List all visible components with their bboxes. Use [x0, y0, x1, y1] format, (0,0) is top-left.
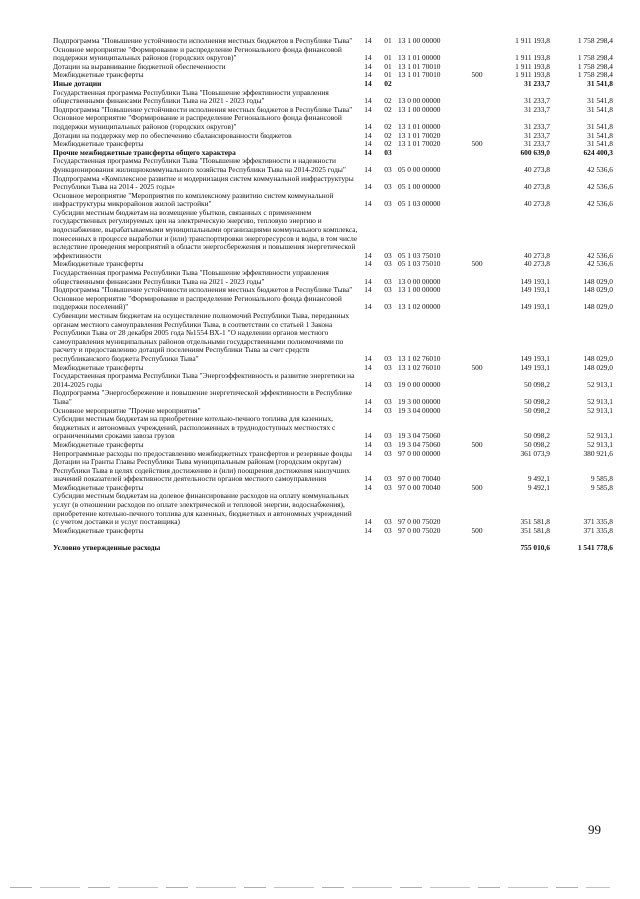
- subsection-code-cell: 01: [384, 53, 392, 63]
- total-row: [53, 544, 613, 553]
- section-code-cell: 14: [364, 259, 372, 269]
- row-name-cell: Основное мероприятие "Формирование и распределение Регионального фонда финансовой поддержки муниципальных районов (городских округов)": [53, 113, 342, 131]
- expense-type-cell: [464, 37, 490, 46]
- subsection-code-cell: 03: [384, 182, 392, 192]
- expense-type-cell: 500: [471, 525, 483, 535]
- page-number: 99: [588, 822, 601, 837]
- table-row: [53, 492, 613, 526]
- table-row: [53, 458, 613, 484]
- row-name-cell: Межбюджетные трансферты: [53, 525, 144, 535]
- amount-year1-cell: 40 273,8: [524, 259, 550, 269]
- expense-type-cell: [464, 89, 490, 106]
- section-code-cell: 14: [364, 130, 372, 140]
- subsection-code-cell: 03: [384, 431, 392, 441]
- subsection-code-cell: 03: [384, 259, 392, 269]
- table-row: [53, 157, 613, 174]
- expense-type-cell: [464, 372, 490, 389]
- expense-type-cell: [464, 492, 490, 526]
- row-name-cell: Субсидии местным бюджетам на возмещение убытков, связанных с применением государственных регулируемых цен на электрическую энергию, тепловую энергию и водоснабжение, вырабатываемыми муниципальными организациями коммунального комплекса, понесенных в процессе выработки и (или) транспортировки энергоресурсов и воды, в том числе вследствие проведения мероприятий в области энергосбережения и повышения энергетической эффективности: [53, 207, 358, 260]
- section-code-cell: 14: [364, 121, 372, 131]
- amount-year2-cell: 31 541,8: [587, 78, 613, 88]
- amount-year2-cell: 9 585,8: [590, 482, 613, 492]
- target-article-cell: 05 1 03 75010: [398, 259, 441, 269]
- row-name-cell: Подпрограмма "Повышение устойчивости исполнения местных бюджетов в Республике Тыва": [53, 36, 353, 45]
- row-name-cell: Субвенции местным бюджетам на осуществление полномочий Республики Тыва, переданных органам местного самоуправления Республики Тыва, в соответствии со статьей 1 Закона Республики Тыва от 28 декабря 2005 года №1554 ВХ-1 "О наделении органов местного самоуправления муниципальных районов отдельными государственными полномочиями по расчету и предоставлению дотаций поселениям Республики Тыва за счет средств республиканского бюджета Республики Тыва": [53, 311, 350, 363]
- budget-table-body: [53, 37, 613, 553]
- amount-year2-cell: 148 029,0: [583, 353, 613, 363]
- total-row-name-cell: Условно утвержденные расходы: [53, 543, 161, 553]
- target-article-cell: 19 3 04 75060: [398, 439, 441, 449]
- section-code-cell: 14: [364, 439, 372, 449]
- section-code-cell: 14: [364, 285, 372, 295]
- amount-year2-cell: 42 536,6: [587, 199, 613, 209]
- section-code-cell: 14: [364, 474, 372, 484]
- table-row: [53, 175, 613, 192]
- target-article-cell: 13 1 01 70020: [398, 130, 441, 140]
- total-subsection-code-cell: [378, 544, 398, 553]
- target-article-cell: 13 1 01 00000: [398, 53, 441, 63]
- section-code-cell: 14: [364, 482, 372, 492]
- section-code-cell: 14: [364, 448, 372, 458]
- amount-year1-cell: 31 233,7: [524, 130, 550, 140]
- row-name-cell: Подпрограмма «Комплексное развитие и модернизация систем коммунальной инфраструктуры Республики Тыва на 2014 - 2025 годы»: [53, 173, 354, 192]
- amount-year2-cell: 148 029,0: [583, 302, 613, 312]
- amount-year2-cell: 1 758 298,4: [577, 36, 613, 45]
- subsection-code-cell: 02: [384, 96, 392, 106]
- amount-year1-cell: 40 273,8: [524, 182, 550, 192]
- amount-year2-cell: 31 541,8: [587, 104, 613, 114]
- subsection-code-cell: 02: [384, 121, 392, 131]
- amount-year2-cell: 52 913,1: [587, 405, 613, 415]
- target-article-cell: 13 1 02 76010: [398, 353, 441, 363]
- amount-year1-cell: 149 193,1: [520, 302, 550, 312]
- row-name-cell: Основное мероприятие "Мероприятия по комплексному развитию систем коммунальной инфраструктуры микрорайонов жилой застройки": [53, 190, 334, 209]
- target-article-cell: 13 1 00 00000: [398, 104, 441, 114]
- expense-type-cell: [464, 458, 490, 484]
- row-name-cell: Дотации на поддержку мер по обеспечению сбалансированности бюджетов: [53, 130, 292, 140]
- subsection-code-cell: 03: [384, 147, 392, 157]
- amount-year2-cell: 52 913,1: [587, 431, 613, 441]
- amount-year1-cell: 1 911 193,8: [515, 61, 550, 71]
- amount-year1-cell: 31 233,7: [524, 139, 550, 149]
- amount-year1-cell: 351 581,8: [520, 517, 550, 527]
- section-code-cell: 14: [364, 182, 372, 192]
- amount-year1-cell: 31 233,7: [524, 96, 550, 106]
- expense-type-cell: [464, 209, 490, 261]
- row-name-cell: Основное мероприятие "Прочие мероприятия": [53, 405, 201, 415]
- row-name-cell: Основное мероприятие "Формирование и распределение Регионального фонда финансовой поддержки муниципальных районов (городских округов)": [53, 44, 342, 63]
- target-article-cell: 13 1 01 70020: [398, 139, 441, 149]
- subsection-code-cell: 03: [384, 164, 392, 174]
- row-name-cell: Межбюджетные трансферты: [53, 70, 144, 80]
- expense-type-cell: 500: [471, 482, 483, 492]
- table-row: [53, 46, 613, 63]
- amount-year1-cell: 50 098,2: [524, 405, 550, 415]
- row-name-cell: Межбюджетные трансферты: [53, 482, 144, 492]
- target-article-cell: 13 1 01 70010: [398, 70, 441, 80]
- target-article-cell: 97 0 00 70040: [398, 482, 441, 492]
- target-article-cell: [398, 80, 464, 89]
- target-article-cell: 19 3 00 00000: [398, 396, 441, 406]
- amount-year2-cell: 52 913,1: [587, 379, 613, 389]
- amount-year2-cell: 31 541,8: [587, 130, 613, 140]
- target-article-cell: 13 1 00 00000: [398, 36, 441, 45]
- section-code-cell: 14: [364, 276, 372, 286]
- amount-year1-cell: 50 098,2: [524, 396, 550, 406]
- row-name-cell: Прочие межбюджетные трансферты общего характера: [53, 147, 236, 157]
- expense-type-cell: [464, 415, 490, 441]
- amount-year1-cell: 31 233,7: [524, 104, 550, 114]
- subsection-code-cell: 03: [384, 302, 392, 312]
- amount-year1-cell: 149 193,1: [520, 353, 550, 363]
- table-row: [53, 269, 613, 286]
- subsection-code-cell: 03: [384, 396, 392, 406]
- expense-type-cell: [464, 106, 490, 115]
- section-code-cell: 14: [364, 362, 372, 372]
- expense-type-cell: [464, 192, 490, 209]
- section-code-cell: 14: [364, 78, 372, 88]
- row-name-cell: Межбюджетные трансферты: [53, 362, 144, 372]
- expense-type-cell: [464, 312, 490, 364]
- subsection-code-cell: 03: [384, 525, 392, 535]
- section-code-cell: 14: [364, 517, 372, 527]
- expense-type-cell: [464, 157, 490, 174]
- expense-type-cell: [464, 407, 490, 416]
- subsection-code-cell: 03: [384, 199, 392, 209]
- amount-year2-cell: 148 029,0: [583, 285, 613, 295]
- total-amount-year1-cell: 755 010,6: [520, 543, 550, 553]
- amount-year2-cell: 1 758 298,4: [577, 53, 613, 63]
- target-article-cell: 97 0 00 75020: [398, 517, 441, 527]
- row-name-cell: Подпрограмма "Повышение устойчивости исполнения местных бюджетов в Республике Тыва": [53, 104, 353, 114]
- target-article-cell: 19 3 04 00000: [398, 405, 441, 415]
- amount-year2-cell: 31 541,8: [587, 121, 613, 131]
- expense-type-cell: 500: [471, 439, 483, 449]
- amount-year2-cell: 42 536,6: [587, 259, 613, 269]
- amount-year2-cell: 148 029,0: [583, 276, 613, 286]
- subsection-code-cell: 02: [384, 130, 392, 140]
- section-code-cell: 14: [364, 379, 372, 389]
- target-article-cell: 05 1 00 00000: [398, 182, 441, 192]
- table-row: [53, 389, 613, 406]
- target-article-cell: 05 0 00 00000: [398, 164, 441, 174]
- amount-year2-cell: 380 921,6: [583, 448, 613, 458]
- amount-year2-cell: 1 758 298,4: [577, 61, 613, 71]
- subsection-code-cell: 03: [384, 474, 392, 484]
- amount-year2-cell: 371 335,8: [583, 525, 613, 535]
- amount-year1-cell: 40 273,8: [524, 199, 550, 209]
- table-row: [53, 527, 613, 536]
- section-code-cell: 14: [364, 139, 372, 149]
- target-article-cell: 19 0 00 00000: [398, 379, 441, 389]
- subsection-code-cell: 01: [384, 61, 392, 71]
- expense-type-cell: [464, 46, 490, 63]
- expense-type-cell: [464, 450, 490, 459]
- target-article-cell: 97 0 00 70040: [398, 474, 441, 484]
- subsection-code-cell: 03: [384, 353, 392, 363]
- target-article-cell: 05 1 03 00000: [398, 199, 441, 209]
- row-name-cell: Государственная программа Республики Тыва "Повышение эффективности управления общественными финансами Республики Тыва на 2021 - 2023 годы": [53, 268, 329, 286]
- amount-year2-cell: 9 585,8: [590, 474, 613, 484]
- section-code-cell: 14: [364, 147, 372, 157]
- target-article-cell: 97 0 00 00000: [398, 448, 441, 458]
- section-code-cell: 14: [364, 431, 372, 441]
- subsection-code-cell: 02: [384, 104, 392, 114]
- amount-year2-cell: 42 536,6: [587, 250, 613, 260]
- table-row: [53, 89, 613, 106]
- section-code-cell: 14: [364, 405, 372, 415]
- subsection-code-cell: 03: [384, 285, 392, 295]
- section-code-cell: 14: [364, 250, 372, 260]
- expense-type-cell: [464, 80, 490, 89]
- row-name-cell: Государственная программа Республики Тыва "Повышение эффективности и надежности функционирования жилищнокоммунального хозяйства Республики Тыва на 2014-2025 годы": [53, 156, 346, 174]
- total-amount-year2-cell: 1 541 778,6: [577, 543, 613, 553]
- table-row: [53, 295, 613, 312]
- amount-year2-cell: 52 913,1: [587, 396, 613, 406]
- target-article-cell: [398, 149, 464, 158]
- amount-year1-cell: 50 098,2: [524, 439, 550, 449]
- row-name-cell: Дотации на выравнивание бюджетной обеспеченности: [53, 61, 226, 71]
- subsection-code-cell: 02: [384, 139, 392, 149]
- section-code-cell: 14: [364, 104, 372, 114]
- amount-year1-cell: 149 193,1: [520, 362, 550, 372]
- row-name-cell: Непрограммные расходы по предоставлению межбюджетных трансфертов и резервные фонды: [53, 448, 353, 458]
- target-article-cell: 19 3 04 75060: [398, 431, 441, 441]
- amount-year2-cell: 52 913,1: [587, 439, 613, 449]
- expense-type-cell: 500: [471, 362, 483, 372]
- row-name-cell: Подпрограмма "Энергосбережение и повышение энергетической эффективности в Республике Тыва": [53, 388, 352, 406]
- row-name-cell: Дотации на Гранты Главы Республики Тыва муниципальным районам (городским округам) Республики Тыва в целях содействия достижению и (или) поощрения достижения наилучших значений показателей эффективности деятельности органов местного самоуправления: [53, 457, 350, 484]
- amount-year1-cell: 9 492,1: [527, 482, 550, 492]
- amount-year1-cell: 149 193,1: [520, 285, 550, 295]
- amount-year1-cell: 361 073,9: [520, 448, 550, 458]
- subsection-code-cell: 03: [384, 379, 392, 389]
- target-article-cell: 13 1 02 00000: [398, 302, 441, 312]
- target-article-cell: 13 1 02 76010: [398, 362, 441, 372]
- row-name-cell: Межбюджетные трансферты: [53, 139, 144, 149]
- table-row: [53, 372, 613, 389]
- target-article-cell: 13 0 00 00000: [398, 276, 441, 286]
- amount-year1-cell: 9 492,1: [527, 474, 550, 484]
- target-article-cell: 13 1 01 00000: [398, 121, 441, 131]
- row-name-cell: Государственная программа Республики Тыва "Повышение эффективности управления общественными финансами Республики Тыва на 2021 - 2023 годы": [53, 87, 329, 106]
- subsection-code-cell: 03: [384, 250, 392, 260]
- target-article-cell: 13 1 00 00000: [398, 285, 441, 295]
- expense-type-cell: [464, 389, 490, 406]
- total-section-code-cell: [358, 544, 378, 553]
- section-code-cell: 14: [364, 96, 372, 106]
- amount-year1-cell: 351 581,8: [520, 525, 550, 535]
- table-row: [53, 209, 613, 261]
- amount-year2-cell: 31 541,8: [587, 139, 613, 149]
- target-article-cell: 13 0 00 00000: [398, 96, 441, 106]
- amount-year1-cell: 1 911 193,8: [515, 70, 550, 80]
- amount-year2-cell: 148 029,0: [583, 362, 613, 372]
- amount-year2-cell: 371 335,8: [583, 517, 613, 527]
- subsection-code-cell: 03: [384, 517, 392, 527]
- row-name-cell: Основное мероприятие "Формирование и распределение Регионального фонда финансовой поддержки поселений)": [53, 293, 342, 312]
- section-code-cell: 14: [364, 53, 372, 63]
- budget-table: [53, 37, 613, 553]
- subsection-code-cell: 01: [384, 70, 392, 80]
- expense-type-cell: [464, 295, 490, 312]
- row-name-cell: Субсидии местным бюджетам на приобретение котельно-печного топлива для казенных, бюджетных и автономных учреждений, расположенных в труднодоступных местностях с ограниченными сроками завоза грузов: [53, 414, 336, 441]
- total-expense-type-cell: [464, 544, 490, 553]
- section-code-cell: 14: [364, 525, 372, 535]
- expense-type-cell: [464, 114, 490, 131]
- expense-type-cell: [464, 269, 490, 286]
- section-code-cell: 14: [364, 164, 372, 174]
- target-article-cell: 97 0 00 75020: [398, 525, 441, 535]
- amount-year2-cell: 1 758 298,4: [577, 70, 613, 80]
- table-row: [53, 312, 613, 364]
- amount-year2-cell: 42 536,6: [587, 164, 613, 174]
- expense-type-cell: [464, 175, 490, 192]
- expense-type-cell: 500: [471, 70, 483, 80]
- expense-type-cell: 500: [471, 139, 483, 149]
- subsection-code-cell: 03: [384, 482, 392, 492]
- amount-year1-cell: 31 233,7: [524, 121, 550, 131]
- row-name-cell: Субсидии местным бюджетам на долевое финансирование расходов на оплату коммунальных услуг (в отношении расходов по оплате электрической и тепловой энергии, водоснабжения), приобретение котельно-печного топлива для казенных, бюджетных и автономных учреждений (с учетом доставки и услуг поставщика): [53, 491, 352, 527]
- expense-type-cell: [464, 286, 490, 295]
- amount-year2-cell: 31 541,8: [587, 96, 613, 106]
- expense-type-cell: [464, 149, 490, 158]
- section-code-cell: 14: [364, 396, 372, 406]
- expense-type-cell: 500: [471, 259, 483, 269]
- section-code-cell: 14: [364, 61, 372, 71]
- amount-year1-cell: 149 193,1: [520, 276, 550, 286]
- section-code-cell: 14: [364, 36, 372, 45]
- subsection-code-cell: 03: [384, 439, 392, 449]
- amount-year1-cell: 1 911 193,8: [515, 53, 550, 63]
- subsection-code-cell: 03: [384, 362, 392, 372]
- section-code-cell: 14: [364, 70, 372, 80]
- row-name-cell: Государственная программа Республики Тыва "Энергоэффективность и развитие энергетики на 2014-2025 годы: [53, 371, 355, 389]
- section-code-cell: 14: [364, 353, 372, 363]
- row-name-cell: Подпрограмма "Повышение устойчивости исполнения местных бюджетов в Республике Тыва": [53, 285, 353, 295]
- amount-year1-cell: 1 911 193,8: [515, 36, 550, 45]
- target-article-cell: 13 1 01 70010: [398, 61, 441, 71]
- row-name-cell: Межбюджетные трансферты: [53, 259, 144, 269]
- amount-year1-cell: 40 273,8: [524, 250, 550, 260]
- amount-year1-cell: 600 639,0: [520, 147, 550, 157]
- amount-year1-cell: 50 098,2: [524, 379, 550, 389]
- amount-year1-cell: 50 098,2: [524, 431, 550, 441]
- table-row: [53, 192, 613, 209]
- row-name-cell: Иные дотации: [53, 78, 102, 88]
- amount-year1-cell: 40 273,8: [524, 164, 550, 174]
- subsection-code-cell: 02: [384, 78, 392, 88]
- subsection-code-cell: 03: [384, 448, 392, 458]
- amount-year1-cell: 31 233,7: [524, 78, 550, 88]
- row-name-cell: Межбюджетные трансферты: [53, 439, 144, 449]
- table-row: [53, 114, 613, 131]
- target-article-cell: 05 1 03 75010: [398, 250, 441, 260]
- total-target-article-cell: [398, 544, 464, 553]
- scan-artifact-line: [10, 887, 610, 888]
- section-code-cell: 14: [364, 302, 372, 312]
- amount-year2-cell: 42 536,6: [587, 182, 613, 192]
- amount-year2-cell: 624 400,3: [583, 147, 613, 157]
- subsection-code-cell: 03: [384, 405, 392, 415]
- subsection-code-cell: 03: [384, 276, 392, 286]
- section-code-cell: 14: [364, 199, 372, 209]
- table-row: [53, 415, 613, 441]
- subsection-code-cell: 01: [384, 36, 392, 45]
